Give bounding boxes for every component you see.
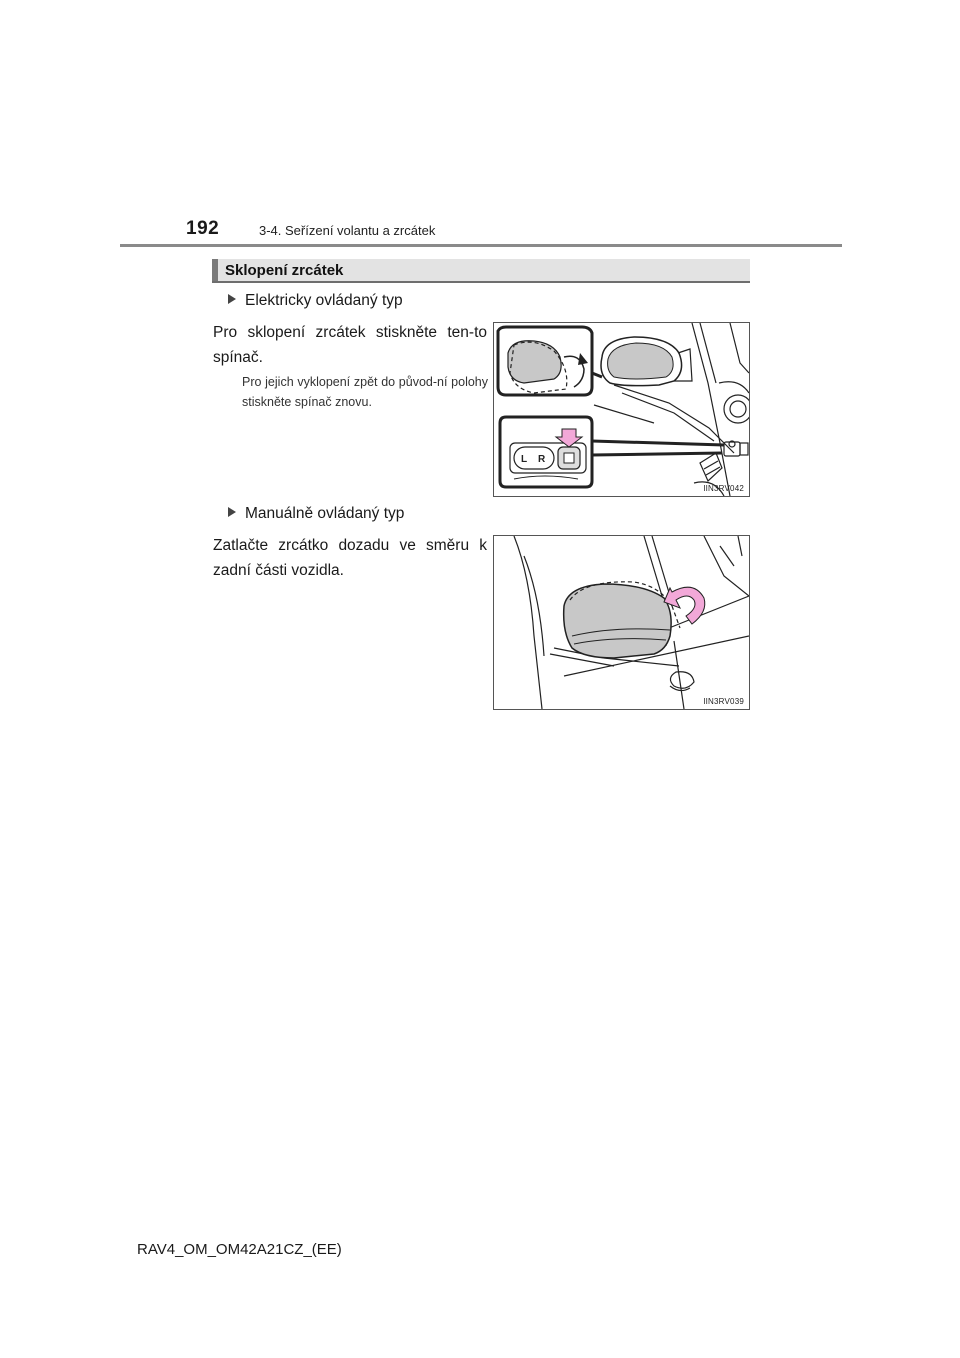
section-heading-bar [212, 259, 750, 283]
switch-l-label: L [521, 454, 528, 465]
manual-instruction: Zatlačte zrcátko dozadu ve směru k zadní části vozidla. [213, 537, 487, 579]
chapter-title: 3-4. Seřízení volantu a zrcátek [259, 223, 436, 238]
electric-type-item [228, 292, 403, 310]
electric-instruction: Pro sklopení zrcátek stiskněte ten-to spínač. [213, 324, 487, 366]
electric-mirror-figure [493, 322, 750, 497]
switch-r-label: R [538, 454, 546, 465]
section-heading: Sklopení zrcátek [225, 262, 344, 279]
mirror-open-drawing [601, 337, 692, 386]
manual-type-item [228, 505, 404, 523]
bullet-triangle-icon [228, 294, 236, 304]
figure-code: IIN3RV039 [703, 697, 744, 706]
bullet-triangle-icon [228, 507, 236, 517]
switch-inset [500, 417, 724, 487]
header-rule [120, 244, 842, 247]
electric-note: Pro jejich vyklopení zpět do původ-ní polohy stiskněte spínač znovu. [242, 375, 488, 409]
document-code: RAV4_OM_OM42A21CZ_(EE) [137, 1241, 342, 1258]
page-number: 192 [186, 218, 220, 239]
electric-type-label: Elektricky ovládaný typ [245, 292, 403, 309]
heading-accent [212, 259, 218, 281]
electric-mirror-illustration [494, 323, 749, 496]
manual-mirror-illustration [494, 536, 749, 709]
manual-type-label: Manuálně ovládaný typ [245, 505, 405, 522]
mirror-fold-inset [498, 327, 602, 395]
figure-code: IIN3RV042 [703, 484, 744, 493]
manual-mirror-figure [493, 535, 750, 710]
